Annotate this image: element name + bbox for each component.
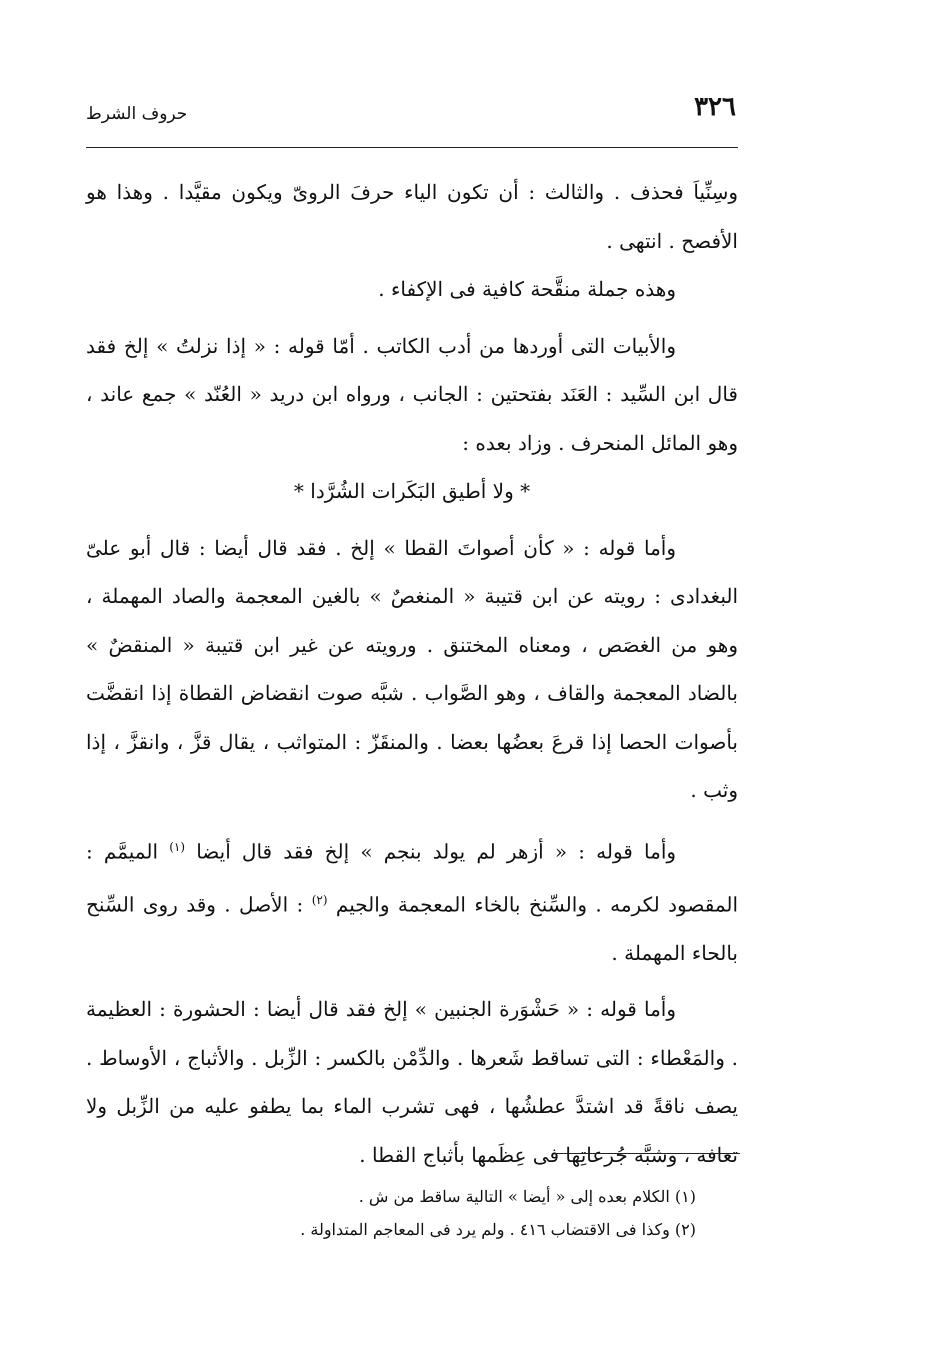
verse-line: * ولا أطيق البَكَرات الشُرَّدا * bbox=[293, 479, 531, 503]
footnote-1: (١) الكلام بعده إلى « أيضا » التالية ساقط من ش . bbox=[358, 1187, 696, 1206]
page-number: ٣٢٦ bbox=[694, 92, 736, 122]
paragraph-5-part-3: : الأصل . وقد روى السِّنح بالحاء المهملة . bbox=[86, 892, 738, 965]
paragraph-2: وهذه جملة منقَّحة كافية فى الإكفاء . bbox=[378, 277, 676, 301]
paragraph-5-part-2: الميمَّم : المقصود لكرمه . والسِّنخ بالخاء المعجمة والجيم bbox=[86, 839, 739, 917]
paragraph-5 bbox=[86, 823, 738, 978]
paragraph-5-part-1: وأما قوله : « أزهر لم يولد بنجم » إلخ فقد قال أيضا bbox=[196, 839, 677, 864]
paragraph-3: والأبيات التى أوردها من أدب الكاتب . أمّا قوله : « إذا نزلتُ » إلخ فقد قال ابن السِّيد : العَنَد بفتحتين : الجانب ، ورواه ابن دريد « العُنّد » جمع عاند ، وهو المائل المنحرف . وزاد بعده : bbox=[86, 333, 738, 455]
header-rule bbox=[86, 147, 738, 148]
paragraph-4: وأما قوله : « كأن أصواتَ القطا » إلخ . فقد قال أيضا : قال أبو علىّ البغدادى : رويته عن ابن قتيبة « المنغصٌ » بالغين المعجمة والصاد المهملة ، وهو من الغصَص ، ومعناه المختنق . ورويته عن غير ابن قتيبة « المنقضٌ » بالضاد المعجمة والقاف ، وهو الصَّواب . شبَّه صوت انقضاض القطاة إذا انقضَّت بأصوات الحصا إذا قرعَ بعضُها بعضا . والمنقَزّ : المتواثب ، يقال قزَّ ، وانقزَّ ، إذا وثب . bbox=[86, 535, 738, 802]
running-title: حروف الشرط bbox=[86, 104, 188, 124]
page-header bbox=[86, 92, 736, 134]
footnote-ref-2: (٢) bbox=[311, 892, 328, 907]
footnote-2: (٢) وكذا فى الاقتضاب ٤١٦ . ولم يرد فى المعاجم المتداولة . bbox=[300, 1220, 696, 1239]
footnotes bbox=[200, 1180, 696, 1246]
footnote-rule bbox=[554, 1153, 740, 1154]
footnote-ref-1: (١) bbox=[169, 839, 186, 854]
paragraph-6: وأما قوله : « حَشْوَرة الجنبين » إلخ فقد قال أيضا : الحشورة : العظيمة . والمَعْطاء : التى تساقط شَعرها . والدِّمْن بالكسر : الزِّبل . والأثباج ، الأوساط . يصف ناقةً قد اشتدَّ عطشُها ، فهى تشرب الماء بما يطفو عليه من الزِّبل ولا تعافه ، وشبَّه جُرعاتِها فى عِظَمها بأثباج القطا . bbox=[86, 997, 738, 1167]
body-text bbox=[86, 168, 738, 1179]
paragraph-1: وسِنِّياَ فحذف . والثالث : أن تكون الياء حرفَ الروىّ ويكون مقيَّدا . وهذا هو الأفصح . انتهى . bbox=[86, 180, 738, 253]
